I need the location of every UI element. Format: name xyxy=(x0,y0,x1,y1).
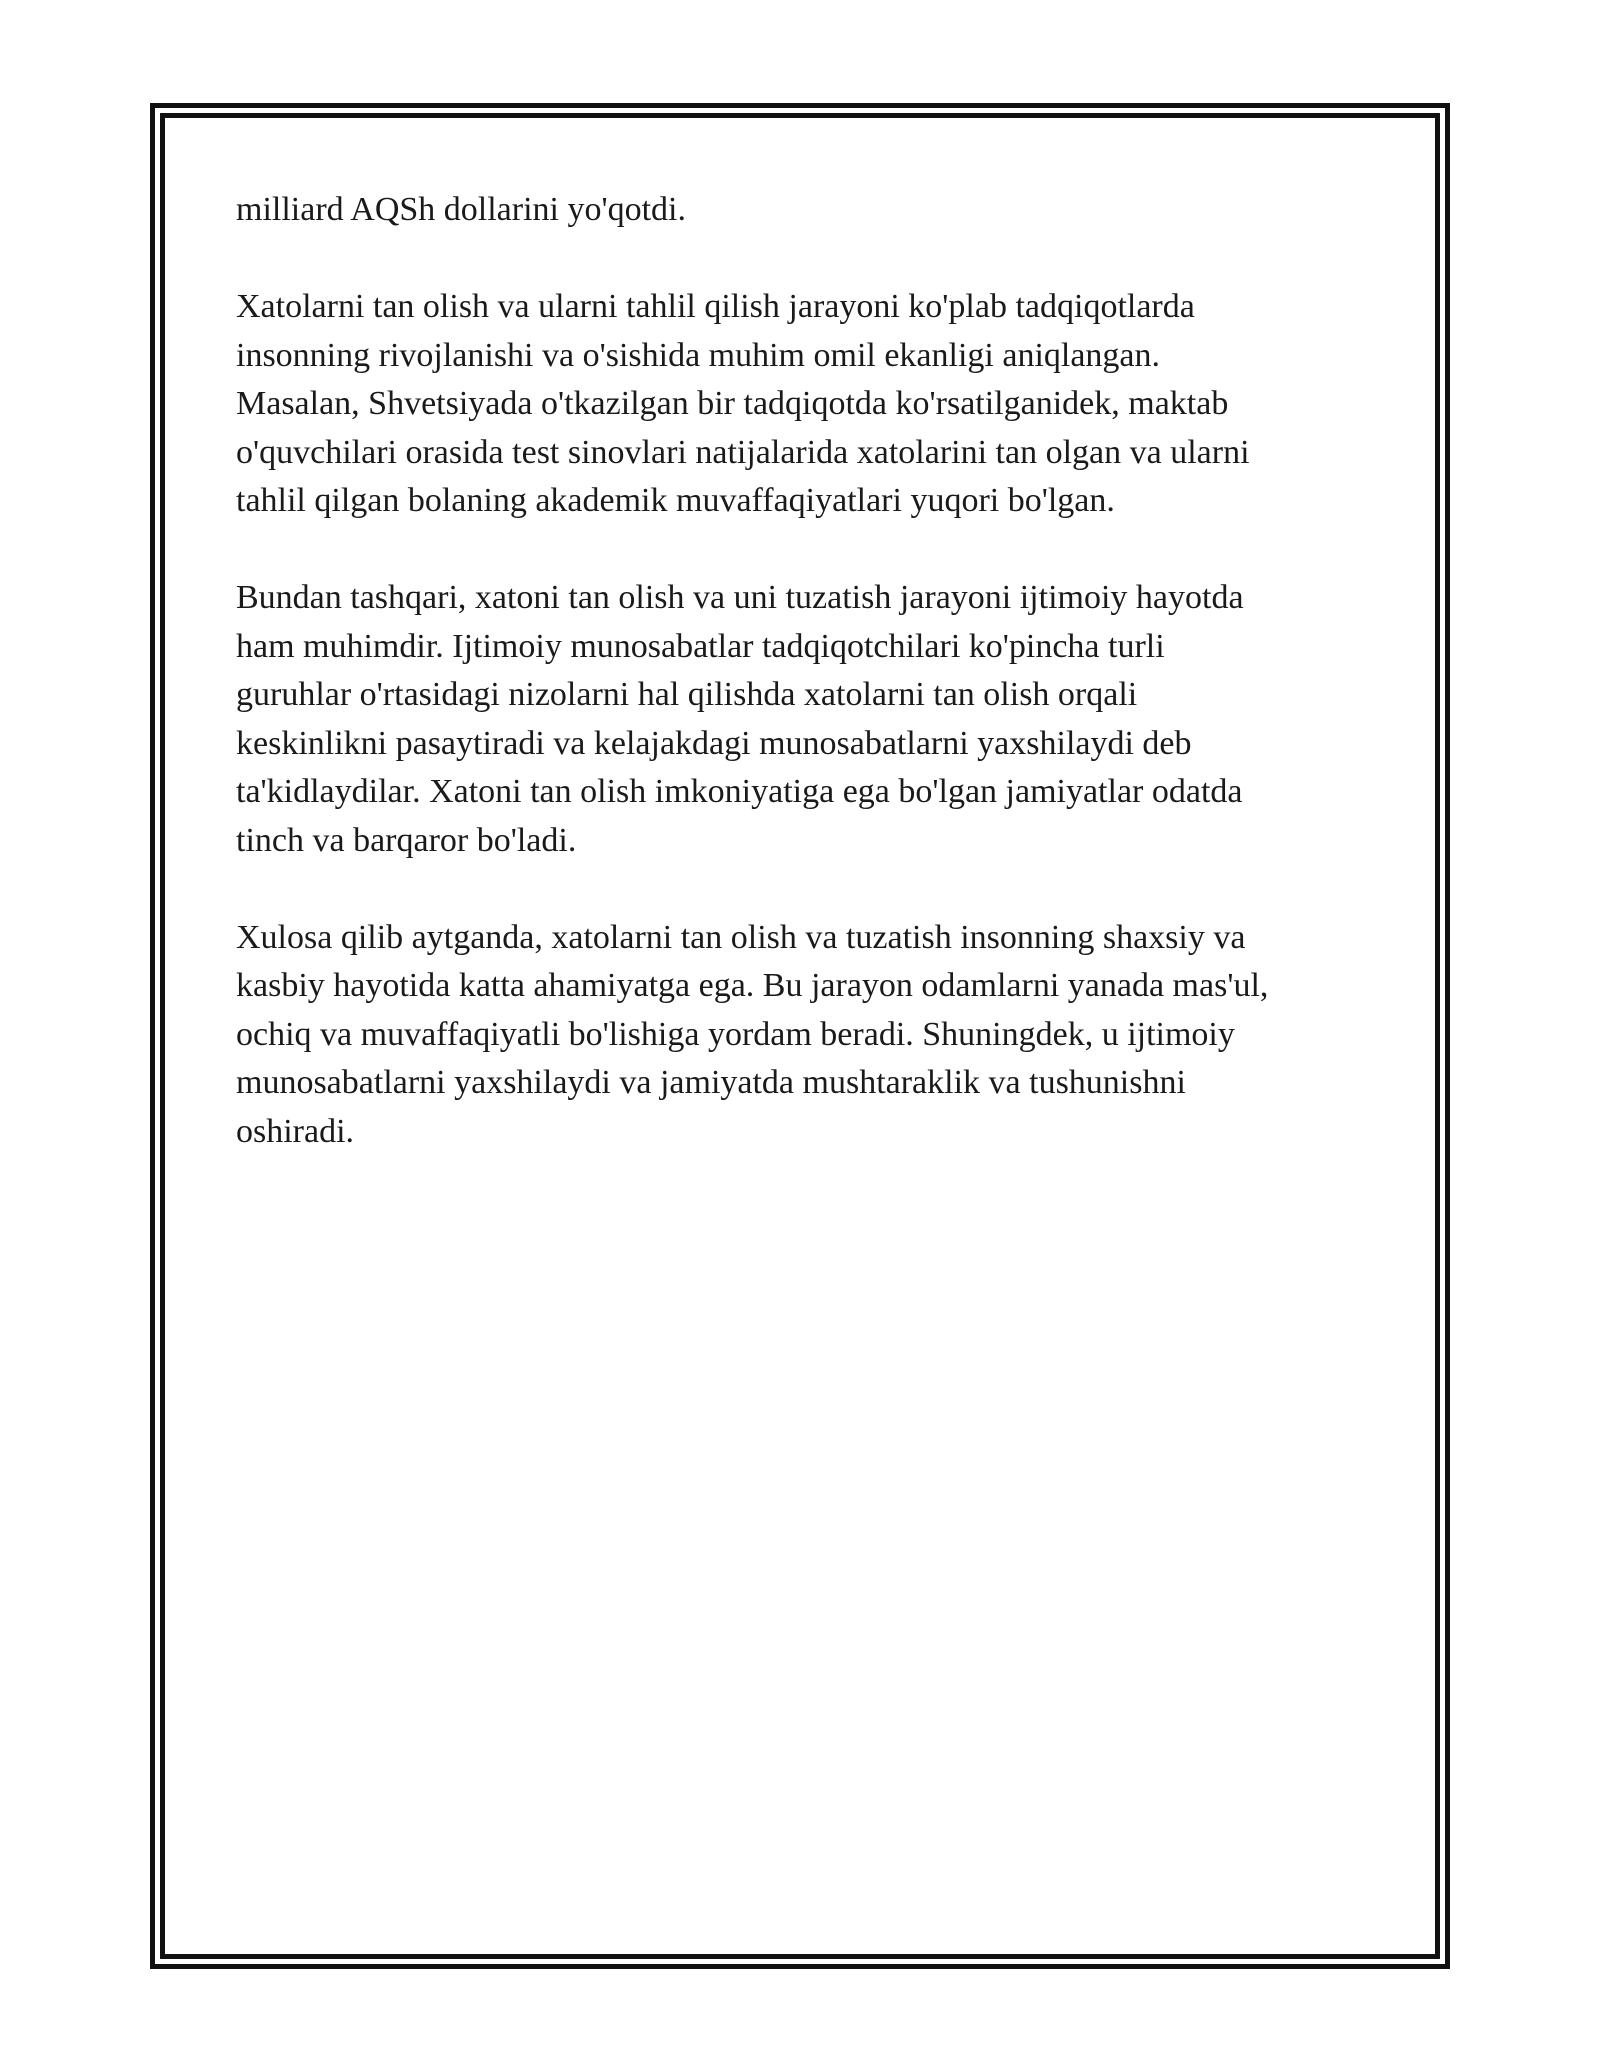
paragraph-4: Xulosa qilib aytganda, xatolarni tan olish va tuzatish insonning shaxsiy va kasbiy hayotida katta ahamiyatga ega. Bu jarayon odamlarni yanada mas'ul, ochiq va muvaffaqiyatli bo'lishiga yordam beradi. Shuningdek, u ijtimoiy munosabatlarni yaxshilaydi va jamiyatda mushtaraklik va tushunishni oshiradi. xyxy=(236,918,1269,1150)
paragraph-3: Bundan tashqari, xatoni tan olish va uni tuzatish jarayoni ijtimoiy hayotda ham muhimdir. Ijtimoiy munosabatlar tadqiqotchilari ko'pincha turli guruhlar o'rtasidagi nizolarni hal qilishda xatolarni tan olish orqali keskinlikni pasaytiradi va kelajakdagi munosabatlarni yaxshilaydi deb ta'kidlaydilar. Xatoni tan olish imkoniyatiga ega bo'lgan jamiyatlar odatda tinch va barqaror bo'ladi. xyxy=(236,579,1244,859)
paragraph-2: Xatolarni tan olish va ularni tahlil qilish jarayoni ko'plab tadqiqotlarda insonning rivojlanishi va o'sishida muhim omil ekanligi aniqlangan. Masalan, Shvetsiyada o'tkazilgan bir tadqiqotda ko'rsatilganidek, maktab o'quvchilari orasida test sinovlari natijalarida xatolarini tan olgan va ularni tahlil qilgan bolaning akademik muvaffaqiyatlari yuqori bo'lgan. xyxy=(236,288,1250,519)
paragraph-1: milliard AQSh dollarini yo'qotdi. xyxy=(236,191,687,228)
document-body xyxy=(236,186,1386,1205)
